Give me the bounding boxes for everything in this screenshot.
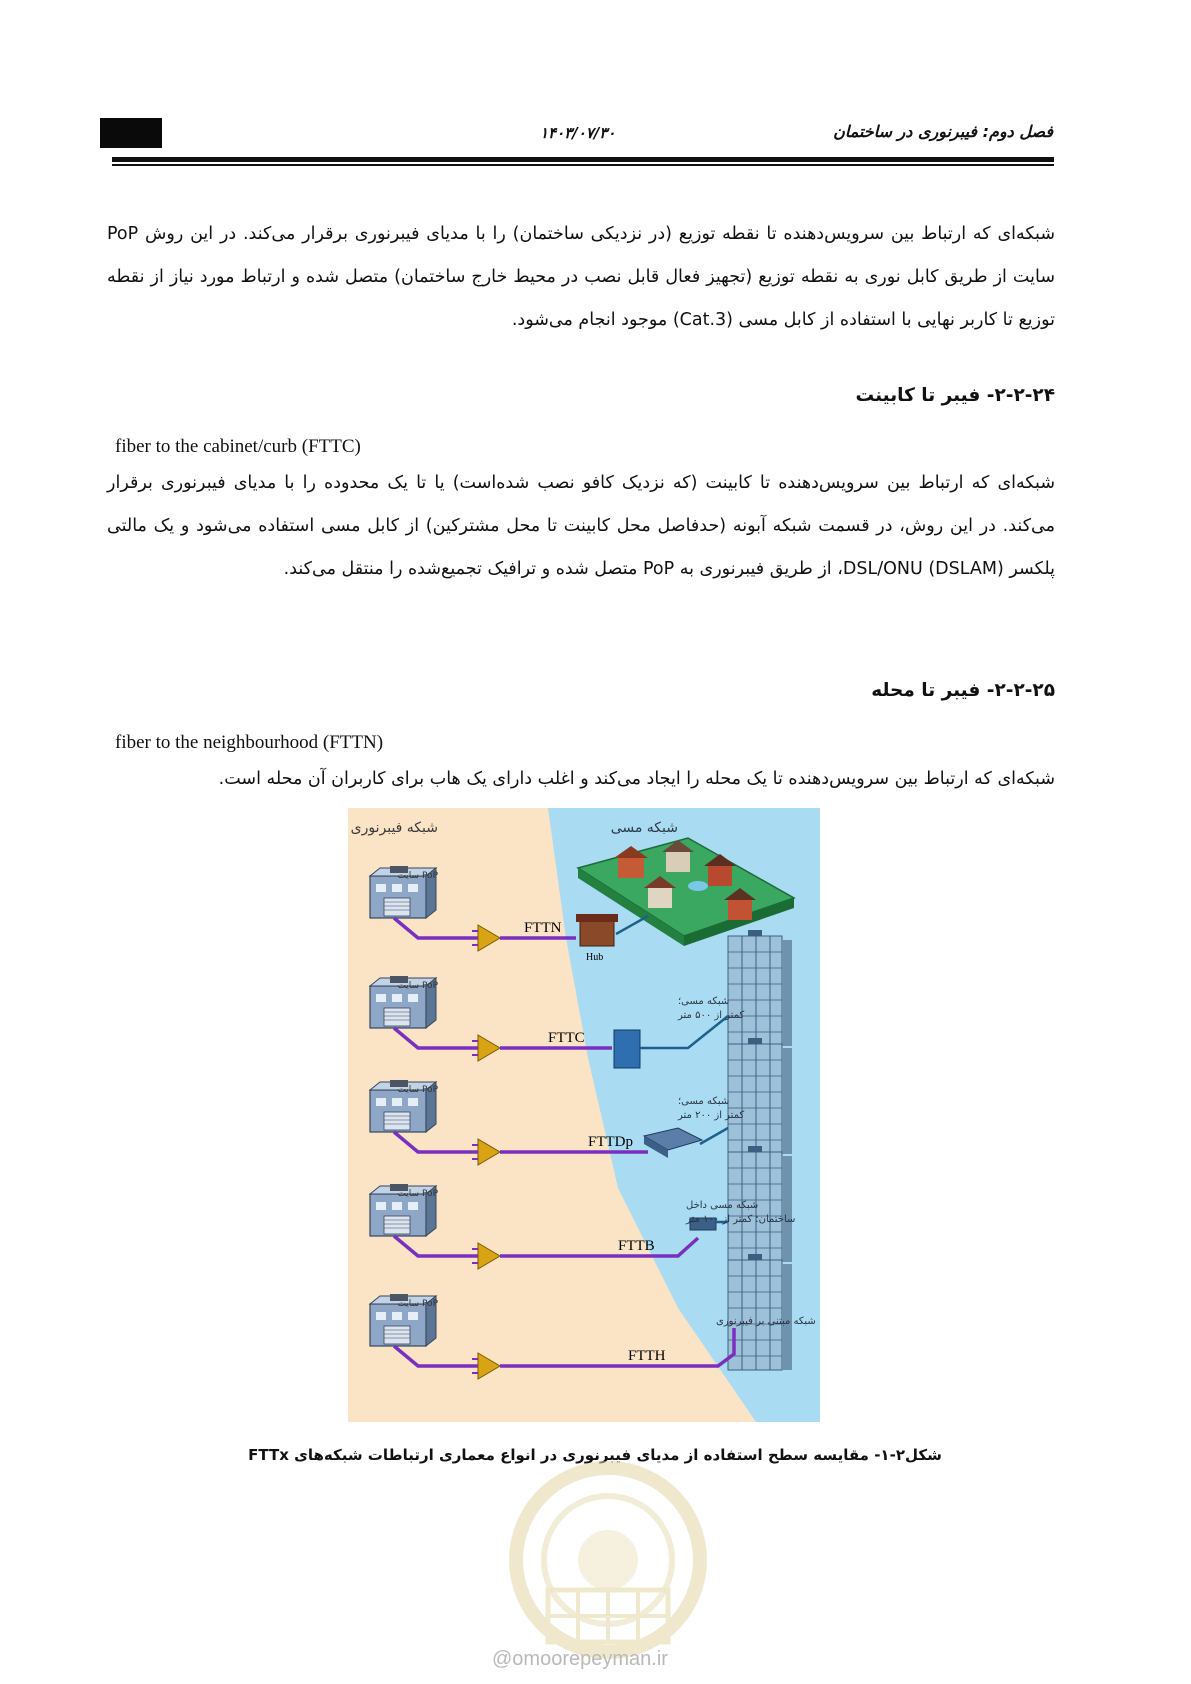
figure-caption: شکل۲-۱- مقایسه سطح استفاده از مدیای فیبرنوری در انواع معماری ارتباطات شبکه‌های FTTx [248, 1446, 942, 1464]
section-25-english-term: fiber to the neighbourhood (FTTN) [115, 732, 384, 753]
header-rule-thick [112, 157, 1054, 162]
section-24-heading: ۲-۲-۲۴- فیبر تا کابینت [855, 385, 1055, 406]
fttdp-label: FTTDp [588, 1134, 633, 1150]
pop-label: PoP سایت [397, 1085, 438, 1095]
ftth-note-1: شبکه مبتنی بر فیبرنوری [716, 1316, 816, 1327]
tower-building-2 [728, 1038, 792, 1154]
tower-building-1 [728, 930, 792, 1046]
pop-label: PoP سایت [397, 1299, 438, 1309]
fttc-label: FTTC [548, 1030, 585, 1046]
fttn-label: FTTN [524, 920, 562, 936]
header-chapter-title: فصل دوم: فیبرنوری در ساختمان [833, 122, 1053, 141]
section-25-body: شبکه‌ای که ارتباط بین سرویس‌دهنده تا یک محله را ایجاد می‌کند و اغلب دارای یک هاب برای کاربران آن محله است. [218, 769, 1055, 789]
ftth-label: FTTH [628, 1348, 666, 1364]
fttdp-note-2: کمتر از ۲۰۰ متر [678, 1110, 745, 1121]
copper-zone-label: شبکه مسی [610, 820, 678, 836]
section-24-english-term: fiber to the cabinet/curb (FTTC) [115, 436, 361, 457]
intro-paragraph: شبکه‌ای که ارتباط بین سرویس‌دهنده تا نقطه توزیع (در نزدیکی ساختمان) را با مدیای فیبرنوری برقرار می‌کند. در این روش PoP سایت از طریق کابل نوری به نقطه توزیع (تجهیز فعال قابل نصب در محیط خارج ساختمان) متصل شده و ارتباط مورد نیاز از نقطه توزیع تا کاربر نهایی با استفاده از کابل مسی (Cat.3) موجود انجام می‌شود. [107, 224, 1055, 330]
fttb-label: FTTB [618, 1238, 655, 1254]
fttdp-note-1: شبکه مسی؛ [678, 1096, 730, 1107]
pop-label: PoP سایت [397, 981, 438, 991]
pop-label: PoP سایت [397, 1189, 438, 1199]
fttb-note-1: شبکه مسی داخل [686, 1200, 759, 1211]
pop-label: PoP سایت [397, 871, 438, 881]
seal-watermark-logo [478, 1450, 738, 1680]
fttb-note-2: ساختمان؛ کمتر از ۱۰۰ متر [686, 1214, 796, 1225]
fttc-note-2: کمتر از ۵۰۰ متر [678, 1010, 745, 1021]
fttx-architecture-figure [348, 808, 820, 1422]
header-black-box [100, 118, 162, 148]
cabinet-icon [614, 1030, 640, 1068]
fttc-note-1: شبکه مسی؛ [678, 996, 730, 1007]
fiber-zone-label: شبکه فیبرنوری [350, 820, 438, 836]
header-date: ۱۴۰۳/۰۷/۳۰ [540, 124, 616, 142]
section-25-heading: ۲-۲-۲۵- فیبر تا محله [871, 680, 1055, 701]
section-24-body: شبکه‌ای که ارتباط بین سرویس‌دهنده تا کابینت (که نزدیک کافو نصب شده‌است) یا تا یک محدوده را با مدیای فیبرنوری برقرار می‌کند. در این روش، در قسمت شبکه آبونه (حدفاصل محل کابینت تا محل مشترکین) از کابل مسی استفاده می‌شود و یک مالتی پلکسر DSL/ONU (DSLAM)، از طریق فیبرنوری به PoP متصل شده و ترافیک تجمیع‌شده را منتقل می‌کند. [107, 473, 1055, 579]
tower-building-4 [728, 1254, 792, 1370]
hub-label: Hub [586, 952, 604, 963]
header-rule-thin [112, 164, 1054, 166]
watermark-url: @omoorepeyman.ir [492, 1648, 668, 1670]
